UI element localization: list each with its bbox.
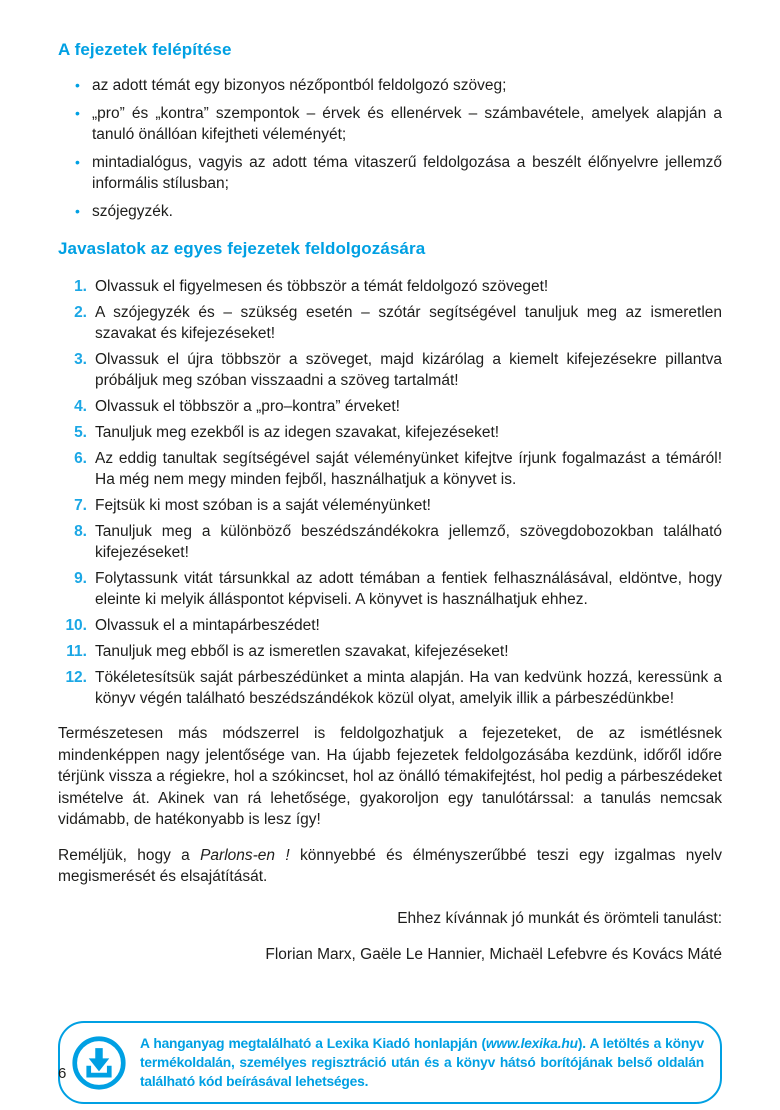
list-number: 1. [74, 278, 87, 295]
bullet-text: „pro” és „kontra” szempontok – érvek és ellenérvek – számbavétele, amelyek alapján a tanuló önállóan kifejtheti véleményét; [92, 105, 722, 143]
list-number: 12. [65, 669, 87, 686]
list-number: 4. [74, 398, 87, 415]
list-text: Olvassuk el többször a „pro–kontra” érveket! [95, 398, 400, 415]
list-number: 8. [74, 523, 87, 540]
list-item [58, 568, 722, 610]
paragraph-hope [58, 845, 722, 888]
download-text-pre: A hanganyag megtalálható a Lexika Kiadó honlapján ( [140, 1036, 486, 1051]
list-text: Olvassuk el figyelmesen és többször a témát feldolgozó szöveget! [95, 278, 549, 295]
download-text [140, 1034, 704, 1091]
download-icon [71, 1035, 127, 1091]
book-title-italic: Parlons-en ! [200, 846, 290, 864]
numbered-list [58, 276, 722, 709]
bullet-text: az adott témát egy bizonyos nézőpontból feldolgozó szöveg; [92, 77, 507, 94]
bullet-icon: • [75, 154, 80, 170]
list-number: 3. [74, 351, 87, 368]
list-number: 5. [74, 424, 87, 441]
bullet-list [58, 75, 722, 222]
list-item [58, 641, 722, 662]
section-heading-suggestions: Javaslatok az egyes fejezetek feldolgozására [58, 239, 426, 258]
list-item [58, 667, 722, 709]
site-link[interactable]: www.lexika.hu [485, 1036, 578, 1051]
list-item [58, 396, 722, 417]
list-text: Az eddig tanultak segítségével saját véleményünket kifejtve írjunk fogalmazást a témáról! Ha még nem megy minden fejből, használhatjuk a könyvet is. [95, 450, 722, 488]
list-text: Tanuljuk meg ebből is az ismeretlen szavakat, kifejezéseket! [95, 643, 509, 660]
list-item [58, 448, 722, 490]
list-item [58, 422, 722, 443]
list-number: 9. [74, 570, 87, 587]
list-text: Tanuljuk meg ezekből is az idegen szavakat, kifejezéseket! [95, 424, 500, 441]
list-text: Olvassuk el a mintapárbeszédet! [95, 617, 320, 634]
download-text-post: ). A letöltés a könyv termékoldalán, személyes regisztráció után és a könyv hátsó borítójának belső oldalán található kód beírásával lehetséges. [140, 1036, 704, 1089]
list-item [58, 201, 722, 222]
list-text: Folytassunk vitát társunkkal az adott témában a fentiek felhasználásával, eldöntve, hogy eleinte ki melyik álláspontot képviseli. A könyvet is használhatjuk ehhez. [95, 570, 722, 608]
authors-line: Florian Marx, Gaële Le Hannier, Michaël Lefebvre és Kovács Máté [265, 946, 722, 963]
list-item [58, 276, 722, 297]
bullet-icon: • [75, 77, 80, 93]
list-item [58, 349, 722, 391]
list-text: Fejtsük ki most szóban is a saját véleményünket! [95, 497, 431, 514]
bullet-text: szójegyzék. [92, 203, 173, 220]
paragraph-hope-pre: Reméljük, hogy a [58, 846, 201, 864]
section-heading-structure: A fejezetek felépítése [58, 40, 232, 59]
bullet-text: mintadialógus, vagyis az adott téma vitaszerű feldolgozása a beszélt élőnyelvre jellemző informális stílusban; [92, 154, 722, 192]
list-item [58, 75, 722, 96]
list-item [58, 521, 722, 563]
bullet-icon: • [75, 203, 80, 219]
download-info-box [58, 1021, 722, 1104]
paragraph-hope-post: könnyebbé és élményszerűbbé teszi egy izgalmas nyelv megismerését és elsajátítását. [58, 846, 722, 885]
list-item [58, 615, 722, 636]
page-number: 6 [58, 1065, 67, 1082]
list-number: 7. [74, 497, 87, 514]
list-text: A szójegyzék és – szükség esetén – szótár segítségével tanuljuk meg az ismeretlen szavakat és kifejezéseket! [95, 304, 722, 342]
closing-wish: Ehhez kívánnak jó munkát és örömteli tanulást: [397, 909, 722, 927]
list-item [58, 302, 722, 344]
list-number: 2. [74, 304, 87, 321]
list-text: Tanuljuk meg a különböző beszédszándékokra jellemző, szövegdobozokban található kifejezéseket! [95, 523, 722, 561]
list-item [58, 152, 722, 194]
list-text: Olvassuk el újra többször a szöveget, majd kizárólag a kiemelt kifejezésekre pillantva próbáljuk meg szóban visszaadni a szöveg tartalmát! [95, 351, 722, 389]
list-item [58, 103, 722, 145]
list-text: Tökéletesítsük saját párbeszédünket a minta alapján. Ha van kedvünk hozzá, keressünk a könyv végén található beszédszándékok közül olyat, amelyik illik a párbeszédünkbe! [95, 669, 722, 707]
list-number: 6. [74, 450, 87, 467]
list-item [58, 495, 722, 516]
bullet-icon: • [75, 105, 80, 121]
paragraph-methods: Természetesen más módszerrel is feldolgozhatjuk a fejezeteket, de az ismétlésnek mindenképpen nagy jelentősége van. Ha újabb fejezetek feldolgozásába kezdünk, időről időre térjünk vissza a régiekre, hol a szókincset, hol az önálló témakifejtést, hol pedig a párbeszédeket ismételve át. Akinek van rá lehetősége, gyakoroljon egy tanulótárssal: a tanulás nemcsak vidámabb, de hatékonyabb is lesz így! [58, 725, 722, 828]
list-number: 11. [66, 643, 87, 660]
list-number: 10. [65, 617, 87, 634]
